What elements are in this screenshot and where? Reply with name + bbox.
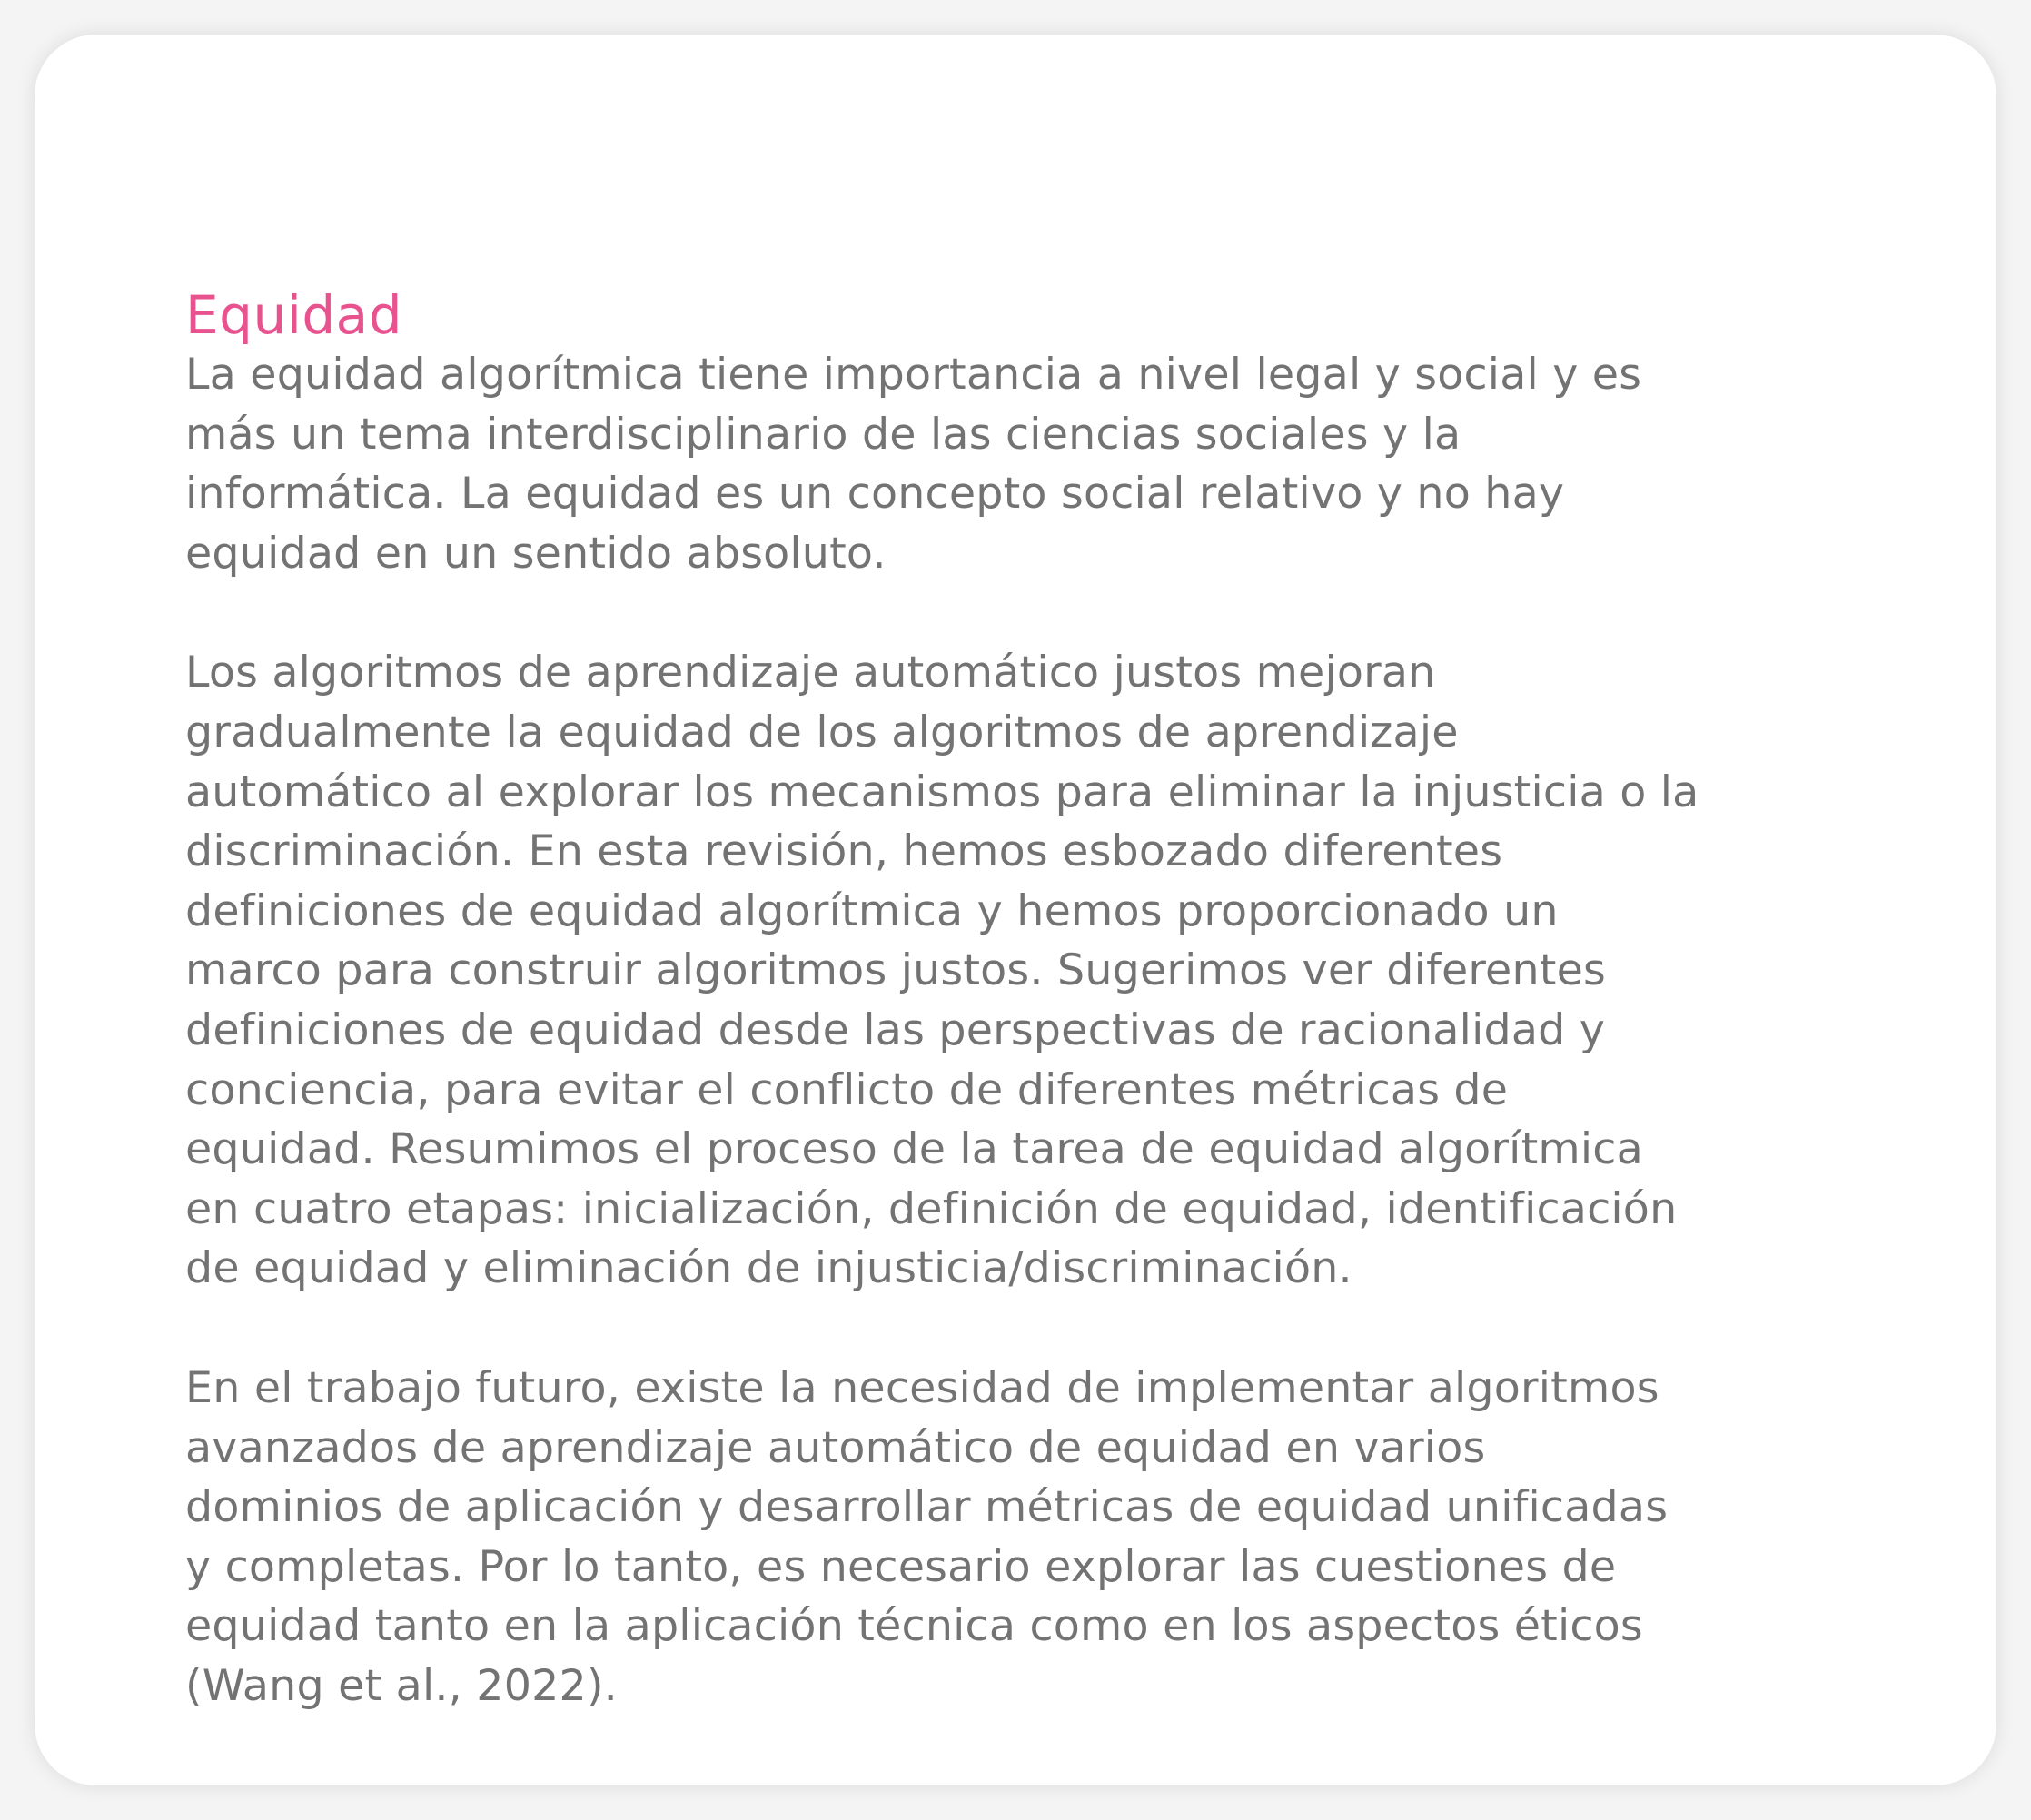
paragraph-review: Los algoritmos de aprendizaje automático justos mejoran gradualmente la equidad de los algoritmos de aprendizaje automático al explorar los mecanismos para eliminar la injusticia o la discriminación. En esta revisión, hemos esbozado diferentes definiciones de equidad algorítmica y hemos proporcionado un marco para construir algoritmos justos. Sugerimos ver diferentes definiciones de equidad desde las perspectivas de racionalidad y conciencia, para evitar el conflicto de diferentes métricas de equidad. Resumimos el proceso de la tarea de equidad algorítmica en cuatro etapas: inicialización, definición de equidad, identificación de equidad y eliminación de injusticia/discriminación.	[185, 648, 1699, 1294]
paragraph-intro: La equidad algorítmica tiene importancia a nivel legal y social y es más un tema interdisciplinario de las ciencias sociales y la informática. La equidad es un concepto social relativo y no hay equidad en un sentido absoluto.	[185, 350, 1642, 579]
content-card	[35, 35, 1996, 1785]
section-title: Equidad	[185, 284, 403, 346]
paragraph-spacer	[185, 1299, 1966, 1359]
paragraph-spacer	[185, 583, 1966, 643]
text-section	[185, 285, 1966, 1716]
paragraph-future-work: En el trabajo futuro, existe la necesidad de implementar algoritmos avanzados de aprendizaje automático de equidad en varios dominios de aplicación y desarrollar métricas de equidad unificadas y completas. Por lo tanto, es necesario explorar las cuestiones de equidad tanto en la aplicación técnica como en los aspectos éticos (Wang et al., 2022).	[185, 1362, 1669, 1711]
